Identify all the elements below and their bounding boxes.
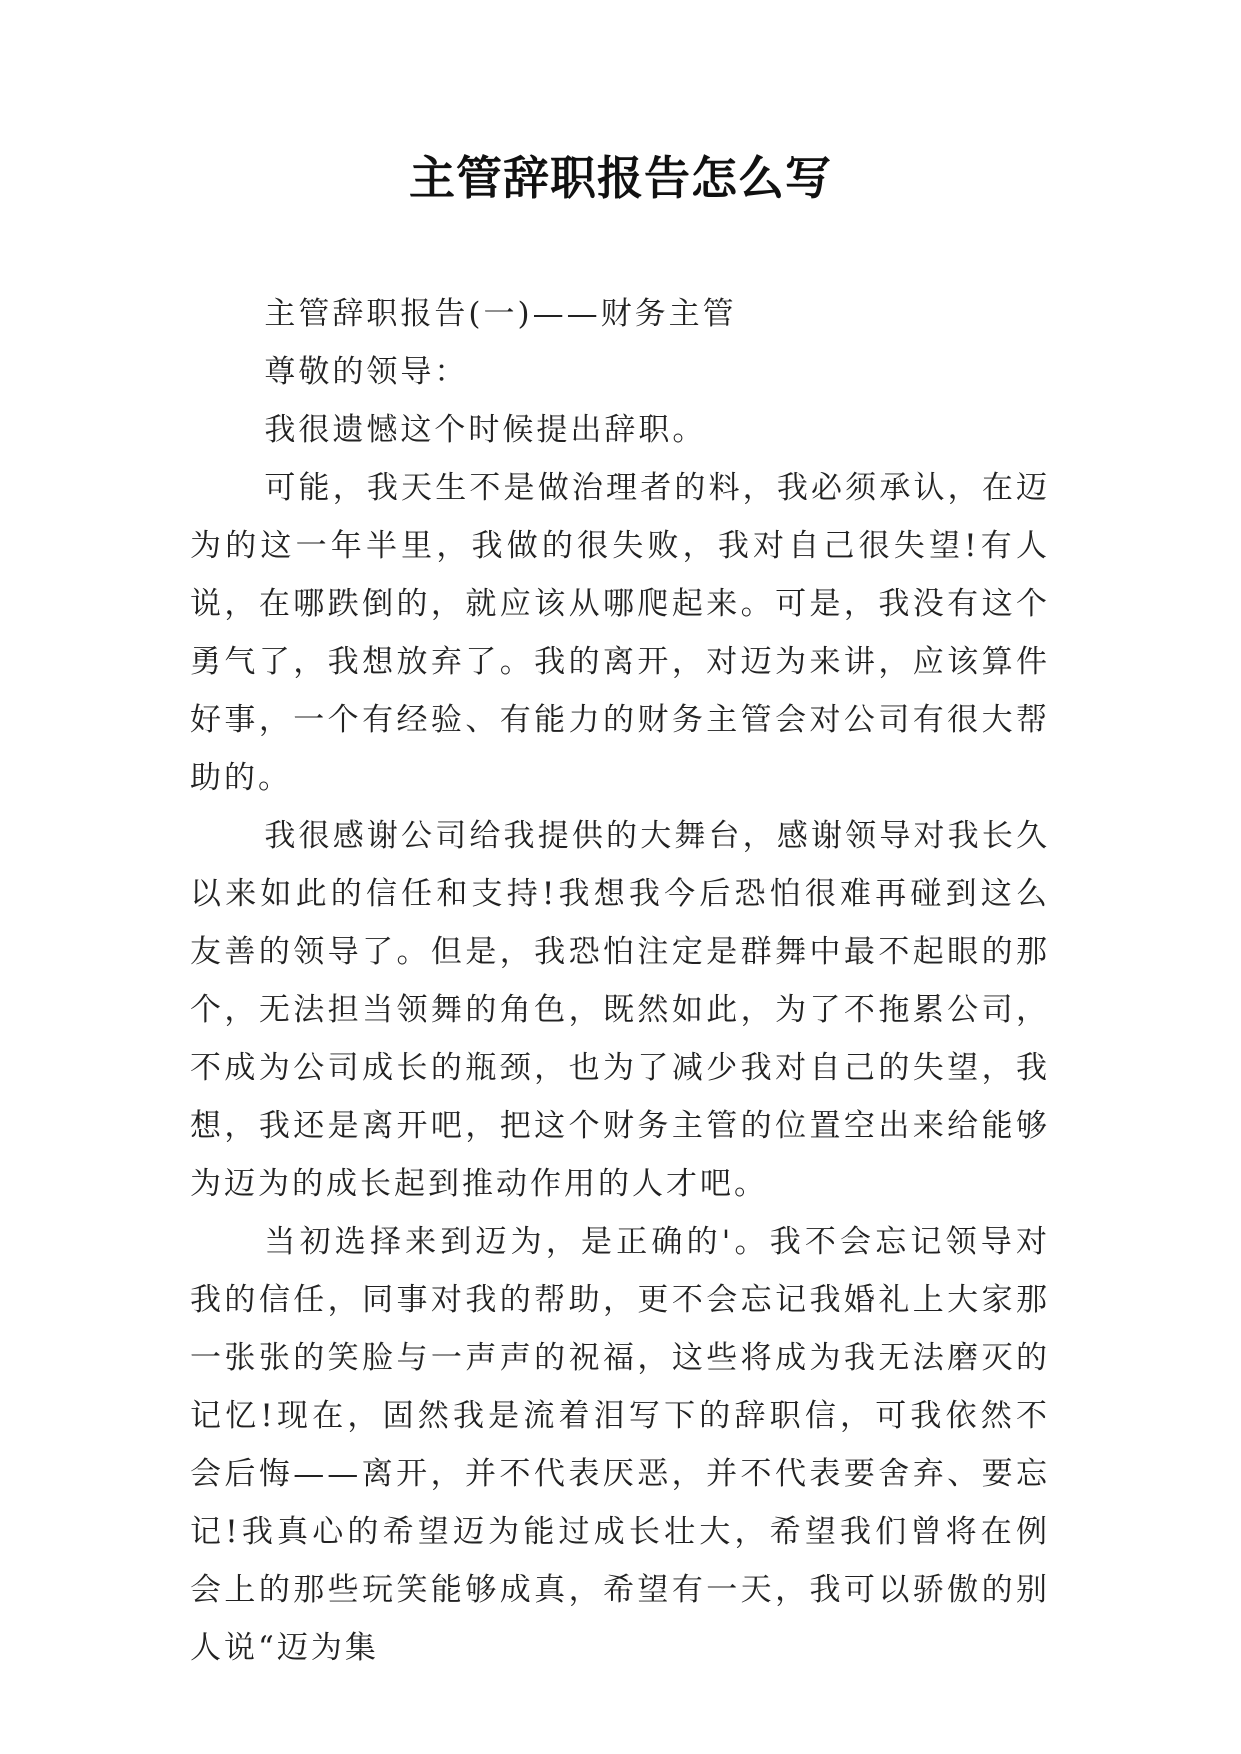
paragraph: 当初选择来到迈为，是正确的'。我不会忘记领导对我的信任，同事对我的帮助，更不会忘记我婚礼上大家那一张张的笑脸与一声声的祝福，这些将成为我无法磨灭的记忆!现在，固然我是流着泪写下的辞职信，可我依然不会后悔——离开，并不代表厌恶，并不代表要舍弃、要忘记!我真心的希望迈为能过成长壮大，希望我们曾将在例会上的那些玩笑能够成真，希望有一天，我可以骄傲的别人说“迈为集 bbox=[190, 1224, 1050, 1666]
paragraph: 可能，我天生不是做治理者的料，我必须承认，在迈为的这一年半里，我做的很失败，我对自己很失望!有人说，在哪跌倒的，就应该从哪爬起来。可是，我没有这个勇气了，我想放弃了。我的离开，对迈为来讲，应该算件好事，一个有经验、有能力的财务主管会对公司有很大帮助的。 bbox=[190, 470, 1050, 796]
salutation: 尊敬的领导： bbox=[264, 354, 469, 390]
paragraph: 我很遗憾这个时候提出辞职。 bbox=[264, 412, 707, 448]
document-title: 主管辞职报告怎么写 bbox=[409, 151, 832, 205]
section-heading: 主管辞职报告(一)——财务主管 bbox=[264, 296, 737, 332]
document-body bbox=[190, 285, 1050, 1677]
paragraph: 我很感谢公司给我提供的大舞台，感谢领导对我长久以来如此的信任和支持!我想我今后恐怕很难再碰到这么友善的领导了。但是，我恐怕注定是群舞中最不起眼的那个，无法担当领舞的角色，既然如此，为了不拖累公司，不成为公司成长的瓶颈，也为了减少我对自己的失望，我想，我还是离开吧，把这个财务主管的位置空出来给能够为迈为的成长起到推动作用的人才吧。 bbox=[190, 818, 1050, 1202]
